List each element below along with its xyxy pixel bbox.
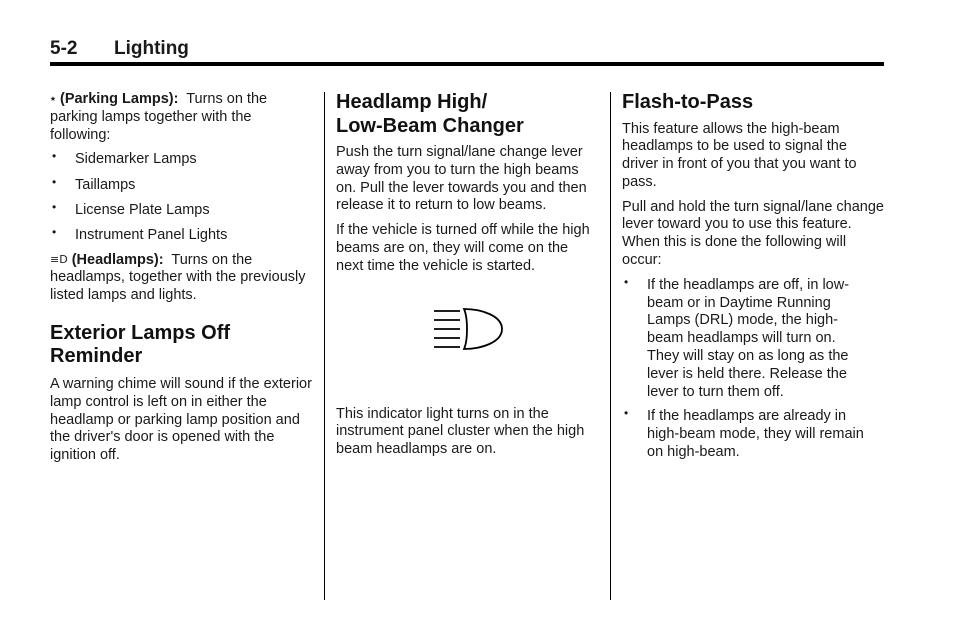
column-divider: [324, 92, 325, 600]
headlamps-text: Turns on the headlamps, together with the previously listed lamps and lights.: [50, 251, 306, 304]
headlamps-paragraph: [50, 251, 312, 305]
parking-lamps-paragraph: [50, 90, 312, 144]
headlamps-label: (Headlamps):: [71, 251, 164, 268]
list-item: • License Plate Lamps: [50, 202, 312, 220]
parking-lamps-label: (Parking Lamps):: [59, 91, 179, 107]
parking-lamps-text: Turns on the parking lamps together with the following:: [50, 91, 268, 143]
flash-to-pass-list: [622, 277, 884, 462]
list-item: • Taillamps: [50, 177, 312, 195]
high-low-beam-p2: If the vehicle is turned off while the high beams are on, they will come on the next time the vehicle is started.: [336, 222, 590, 274]
list-item: • If the headlamps are already in high-beam mode, they will remain on high-beam.: [622, 408, 884, 461]
reminder-text: A warning chime will sound if the exterior lamp control is left on in either the headlamp or parking lamp position and the driver's door is opened with the ignition off.: [50, 375, 312, 464]
flash-to-pass-p1: This feature allows the high-beam headlamps to be used to signal the driver in front of you that you want to pass.: [622, 120, 857, 190]
column-left: [50, 90, 312, 465]
high-beam-indicator-icon: [432, 306, 504, 352]
section-title: Lighting: [114, 38, 189, 59]
column-divider: [610, 92, 611, 600]
list-item: • Sidemarker Lamps: [50, 151, 312, 169]
header-rule: [50, 62, 884, 66]
list-item: • If the headlamps are off, in low-beam or in Daytime Running Lamps (DRL) mode, the high-beam headlamps will turn on. They will stay on as long as the lever is held there. Release the lever to turn them off.: [622, 277, 884, 402]
high-beam-icon-area: [336, 276, 598, 406]
flash-to-pass-heading: Flash-to-Pass: [622, 91, 754, 113]
column-right: [622, 91, 884, 469]
high-low-beam-p1: Push the turn signal/lane change lever away from you to turn the high beams on. Pull the lever towards you and then release it to return to low beams.: [336, 144, 587, 214]
high-low-beam-heading: Headlamp High/ Low-Beam Changer: [336, 91, 524, 137]
list-item: • Instrument Panel Lights: [50, 227, 312, 245]
flash-to-pass-p2: Pull and hold the turn signal/lane change lever toward you to use this feature. When this is done the following will occur:: [622, 198, 884, 269]
indicator-text: This indicator light turns on in the instrument panel cluster when the high beam headlamps are on.: [336, 405, 585, 458]
parking-lamps-list: [50, 151, 312, 245]
parking-lamps-icon: ⭑: [50, 92, 56, 105]
page-number: 5-2: [50, 38, 78, 59]
reminder-heading: Exterior Lamps Off Reminder: [50, 321, 231, 368]
headlamps-icon: ≡D: [50, 252, 68, 266]
column-middle: [336, 91, 598, 459]
